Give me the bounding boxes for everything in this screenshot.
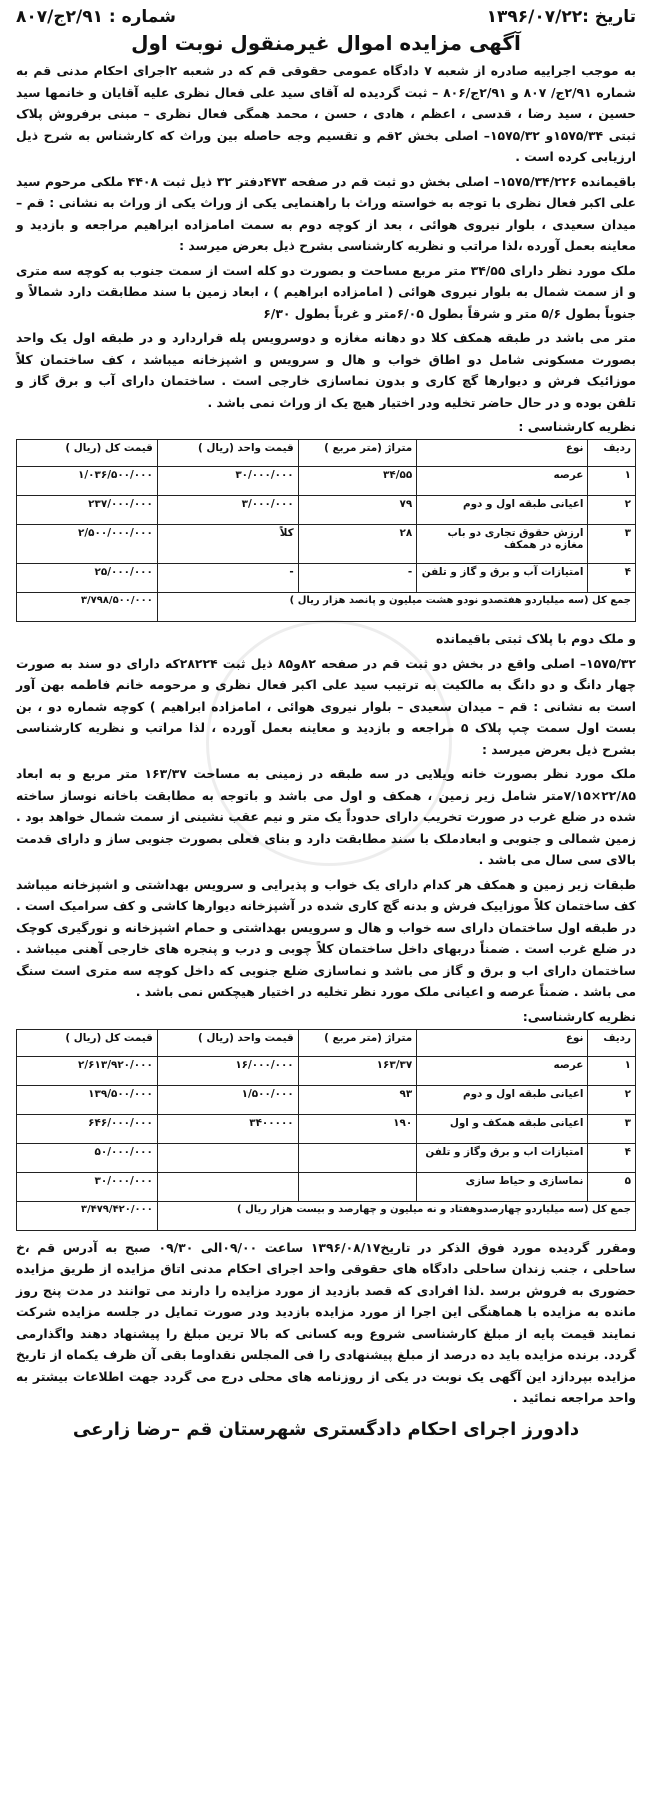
row-unit-price: ۳۰/۰۰۰/۰۰۰ (157, 467, 298, 496)
row-index: ۱ (588, 1056, 636, 1085)
row-index: ۲ (588, 1085, 636, 1114)
header-area: متراژ (متر مربع ) (298, 1029, 417, 1056)
property1-paragraph-2: ملک مورد نظر دارای ۳۴/۵۵ متر مربع مساحت و بصورت دو کله است از سمت جنوب به کوچه سه متری و از سمت شمال به بلوار نیروی هوائی ( امامزاده ابراهیم ) ، ابعاد زمین با سند مطابقت دارد شمالاً و جنوباً بطول ۵/۶ متر و شرقاً بطول ۶/۰۵متر و غرباً بطول ۶/۳۰ (16, 262, 636, 321)
header-area: متراژ (متر مربع ) (298, 440, 417, 467)
header-total-price: قیمت کل (ریال ) (17, 1029, 158, 1056)
property2-paragraph-3: طبقات زیر زمین و همکف هر کدام دارای یک خواب و پذیرایی و سرویس بهداشتی و اشپزخانه میباشد کف ساختمان کلاً موزاییک فرش و بدنه گچ کاری شده در آشپزخانه دیوارها کاشی و کف سرامیک است . در طبقه اول ساختمان دارای سه خواب و هال و سرویس بهداشتی و حمام اشپزخانه و نورگیری کوچک در ضلع غرب است . ضمناً دربهای داخل ساختمان کلاً چوبی و درب و پنجره های خارجی آهنی میباشد . ساختمان دارای اب و برق و گاز می باشد و نماسازی ضلع جنوبی که داخل کوچه سه متری است سنگ می باشد . ضمناً عرصه و اعیانی ملک مورد نظر تخلیه در اختیار هیچکس نمی باشد . (16, 876, 636, 999)
row-unit-price: ۳/۰۰۰/۰۰۰ (157, 496, 298, 525)
table-row (17, 1085, 636, 1114)
property2-paragraph-1: ۱۵۷۵/۳۲– اصلی واقع در بخش دو ثبت قم در صفحه ۸۲و۸۵ ذیل ثبت ۲۸۲۲۴که دارای دو سند به صورت چهار دانگ و دو دانگ به مالکیت به ترتیب سید علی اکبر فعال نظری و مرحومه خانم فاطمه بهن آور است به نشانی : قم – میدان سعیدی – بلوار نیروی هوائی ، امامزاده ابراهیم ) کوچه شماره دو ، بن بست اول سمت چپ پلاک ۵ مراجعه و بازدید و معاینه بعمل آورده ، لذا مراتب و نظریه کارشناسی بشرح ذیل بعرض میرسد : (16, 655, 637, 757)
property2-heading: و ملک دوم با پلاک ثبتی باقیمانده (435, 631, 636, 646)
row-area: ۱۶۳/۳۷ (298, 1056, 417, 1085)
table-row (17, 496, 636, 525)
row-type: ارزش حقوق تجاری دو باب مغازه در همکف (417, 525, 588, 564)
row-unit-price (157, 1172, 298, 1201)
property2-paragraph-2: ملک مورد نظر بصورت خانه ویلایی در سه طبقه در زمینی به مساحت ۱۶۳/۳۷ متر مربع و به ابعاد ۲۲/۸۵×۷/۱۵متر شامل زیر زمین ، همکف و اول می باشد و باتوجه به مطابقت باخانه نوساز ساخته شده در ضلع غرب در صورت تخریب دارای حدوداً یک متر و نیم عقب نشینی از سمت شمال خواهد بود . زمین شمالی و جنوبی و ابعادملک با سند مطابقت دارد و بنای فعلی بصورت جنوبی ساز و دارای قدمت بالای سی سال می باشد . (16, 766, 636, 867)
row-unit-price: ۱/۵۰۰/۰۰۰ (157, 1085, 298, 1114)
table-row (17, 1114, 636, 1143)
row-total-price: ۲۳۷/۰۰۰/۰۰۰ (17, 496, 158, 525)
notice-page (16, 0, 636, 1443)
row-total-price: ۲۵/۰۰۰/۰۰۰ (17, 564, 158, 593)
row-type: عرصه (417, 1056, 588, 1085)
row-area: ۹۳ (298, 1085, 417, 1114)
table-row (17, 564, 636, 593)
row-area (298, 1172, 417, 1201)
number-text: شماره : ۲/۹۱ج/۸۰۷ (16, 7, 176, 27)
row-type: اعیانی طبقه همکف و اول (417, 1114, 588, 1143)
row-type: امتیازات آب و برق و گاز و تلفن (417, 564, 588, 593)
header-total-price: قیمت کل (ریال ) (17, 440, 158, 467)
sum-label: جمع کل (سه میلیاردو هفتصدو نودو هشت میلیون و پانصد هزار ریال ) (157, 593, 635, 622)
row-total-price: ۱/۰۳۶/۵۰۰/۰۰۰ (17, 467, 158, 496)
row-unit-price: ۱۶/۰۰۰/۰۰۰ (157, 1056, 298, 1085)
row-index: ۳ (588, 1114, 636, 1143)
sum-label: جمع کل (سه میلیاردو چهارصدوهفتاد و نه میلیون و چهارصد و بیست هزار ریال ) (157, 1201, 635, 1230)
sum-value: ۳/۴۷۹/۴۲۰/۰۰۰ (17, 1201, 158, 1230)
table-row (17, 1143, 636, 1172)
row-type: اعیانی طبقه اول و دوم (417, 1085, 588, 1114)
property2-expert-table (16, 1029, 636, 1231)
table-row (17, 1172, 636, 1201)
property1-expert-table (16, 439, 636, 622)
date-text: تاریخ :۱۳۹۶/۰۷/۲۲ (486, 7, 636, 27)
property2-expert-label: نظریه کارشناسی: (522, 1008, 636, 1024)
row-index: ۳ (588, 525, 636, 564)
property1-paragraph-1: باقیمانده ۱۵۷۵/۳۴/۲۲۶– اصلی بخش دو ثبت قم در صفحه ۴۷۳دفتر ۳۲ ذیل ثبت ۴۴۰۸ ملکی مرحوم سید علی اکبر فعال نظری با توجه به خواسته وراث با راهنمایی یکی از وراث یکی از وراث به نشانی : قم – میدان سعیدی ، بلوار نیروی هوائی ، بعد از کوچه دوم به سمت امامزاده ابراهیم مراجعه و بازدید و معاینه بعمل آورده ،لذا مراتب و نظریه کارشناسی بشرح ذیل بعرض میرسد : (16, 173, 636, 253)
row-total-price: ۶۴۶/۰۰۰/۰۰۰ (17, 1114, 158, 1143)
closing-paragraph: ومقرر گردیده مورد فوق الذکر در تاریخ۱۳۹۶/۰۸/۱۷ ساعت ۰۹/۰۰الی ۰۹/۳۰ صبح به آدرس قم ،خ ساحلی ، جنب زندان ساحلی دادگاه های حقوقی واحد اجرای احکام مدنی اتاق مزایده از طریق مزایده حضوری به فروش برسد .لذا افرادی که قصد بازدید از مورد مزایده را دارند می توانند در مدت پنج روز مانده به مزایده با هماهنگی این اجرا از مورد مزایده بازدید ودر صورت تمایل در جلسه مزایده شرکت نمایند قیمت پایه از مبلغ کارشناسی شروع وبه کسانی که بالا ترین مبلغ را پیشنهاد دهند واگذارمی گردد. برنده مزایده باید ده درصد از مبلغ پیشنهادی را فی المجلس نقداوما بقی آن ظرف یکماه از تاریخ مزایده بپردازد این آگهی یک نوبت در یکی از روزنامه های محلی درج می گردد جهت اطلاعات بیشتر به واحد مراجعه نمائید . (16, 1239, 637, 1405)
property1-expert-label: نظریه کارشناسی : (518, 419, 636, 434)
intro-paragraph: به موجب اجراییه صادره از شعبه ۷ دادگاه عمومی حقوقی قم که در شعبه ۲اجرای احکام مدنی قم به شماره ۲/۹۱ج/ ۸۰۷ و ۲/۹۱ج/۸۰۶ – ثبت گردیده له آقای سید علی فعال نظری علیه آقایان و خانمها سید حسین ، سید رضا ، قدسی ، اعظم ، هادی ، حسن ، محمد همگی فعال نظری – مبنی برفروش پلاک ثبتی ۱۵۷۵/۳۴و ۱۵۷۵/۳۲– اصلی بخش ۲قم و تقسیم وجه حاصله بین وراث که کارشناس به شرح ذیل ارزیابی کرده است . (16, 63, 636, 164)
row-area: ۲۸ (298, 525, 417, 564)
table-sum-row (17, 1201, 636, 1230)
row-area (298, 1143, 417, 1172)
row-total-price: ۲/۶۱۳/۹۲۰/۰۰۰ (17, 1056, 158, 1085)
row-total-price: ۲/۵۰۰/۰۰۰/۰۰۰ (17, 525, 158, 564)
row-area: - (298, 564, 417, 593)
row-type: اعیانی طبقه اول و دوم (417, 496, 588, 525)
header (16, 6, 636, 28)
row-index: ۴ (588, 564, 636, 593)
header-index: ردیف (588, 1029, 636, 1056)
signature: دادورز اجرای احکام دادگستری شهرستان قم –رضا زارعی (72, 1418, 580, 1440)
row-unit-price (157, 1143, 298, 1172)
header-unit-price: قیمت واحد (ریال ) (157, 1029, 298, 1056)
table-header-row (17, 440, 636, 467)
header-type: نوع (417, 440, 588, 467)
row-area: ۱۹۰ (298, 1114, 417, 1143)
row-index: ۱ (588, 467, 636, 496)
sum-value: ۳/۷۹۸/۵۰۰/۰۰۰ (17, 593, 158, 622)
header-index: ردیف (588, 440, 636, 467)
row-unit-price: ۳۴۰۰۰۰۰ (157, 1114, 298, 1143)
row-index: ۲ (588, 496, 636, 525)
row-area: ۳۴/۵۵ (298, 467, 417, 496)
row-index: ۵ (588, 1172, 636, 1201)
row-type: عرصه (417, 467, 588, 496)
table-header-row (17, 1029, 636, 1056)
row-total-price: ۱۳۹/۵۰۰/۰۰۰ (17, 1085, 158, 1114)
table-sum-row (17, 593, 636, 622)
row-unit-price: کلاً (157, 525, 298, 564)
header-type: نوع (417, 1029, 588, 1056)
row-total-price: ۵۰/۰۰۰/۰۰۰ (17, 1143, 158, 1172)
row-type: امتیازات اب و برق وگاز و تلفن (417, 1143, 588, 1172)
header-unit-price: قیمت واحد (ریال ) (157, 440, 298, 467)
property1-paragraph-3: متر می باشد در طبقه همکف کلا دو دهانه مغازه و دوسرویس پله قراردارد و در طبقه اول یک واحد بصورت مسکونی شامل دو اطاق خواب و هال و سرویس و اشپزخانه میباشد ، کف ساختمان کلاً موزائیک فرش و دیوارها گچ کاری و بدون نماسازی خارجی است . ساختمان دارای آب و برق گاز و تلفن بوده و در حال حاضر تخلیه ودر اختیار هیچ یک از وراث نمی باشد . (16, 330, 636, 410)
notice-title: آگهی مزایده اموال غیرمنقول نوبت اول (131, 31, 521, 55)
row-area: ۷۹ (298, 496, 417, 525)
row-type: نماسازی و حیاط سازی (417, 1172, 588, 1201)
table-row (17, 467, 636, 496)
table-row (17, 525, 636, 564)
row-unit-price: - (157, 564, 298, 593)
row-total-price: ۳۰/۰۰۰/۰۰۰ (17, 1172, 158, 1201)
row-index: ۴ (588, 1143, 636, 1172)
table-row (17, 1056, 636, 1085)
